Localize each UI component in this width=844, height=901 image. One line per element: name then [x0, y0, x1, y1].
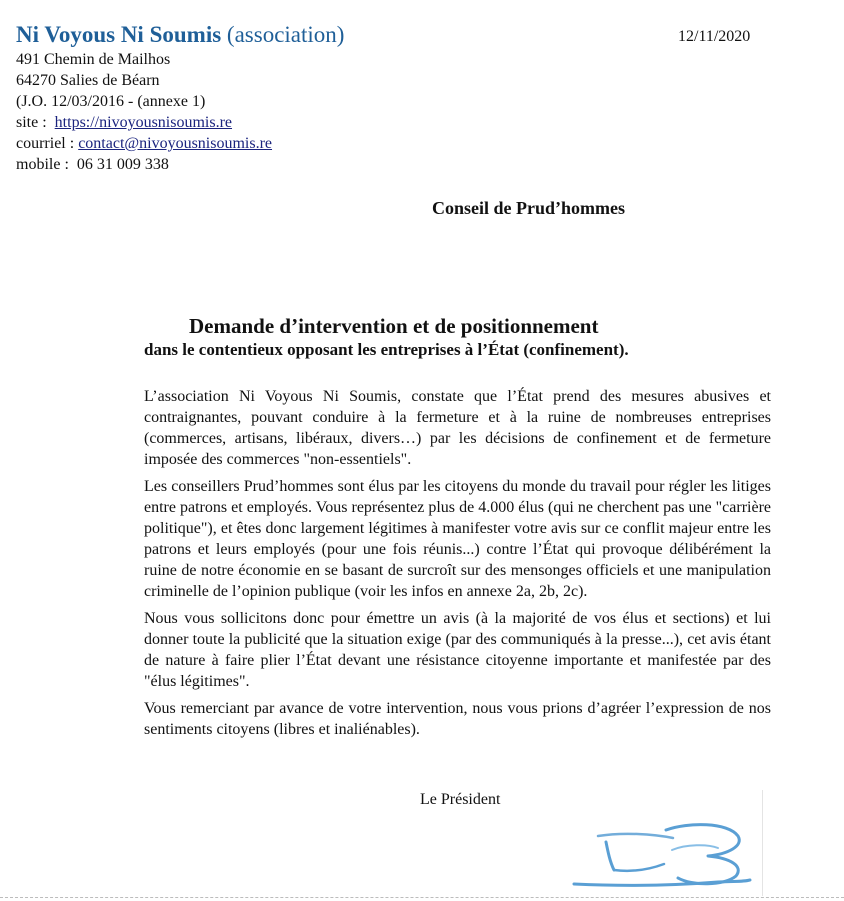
mobile-row: [16, 154, 576, 175]
signatory: Le Président: [420, 791, 501, 808]
site-row: [16, 112, 576, 133]
paragraph: Vous remerciant par avance de votre intervention, nous vous prions d’agréer l’expression de nos sentiments citoyens (libres et inaliénables).: [144, 700, 771, 738]
sender-block: [16, 21, 576, 175]
paragraph: L’association Ni Voyous Ni Soumis, constate que l’État prend des mesures abusives et contraignantes, pouvant conduire à la fermeture et à la ruine de nombreuses entreprises (commerces, artisans, libéraux, divers…) par les décisions de confinement et de fermeture imposée des commerces "non-essentiels".: [144, 388, 771, 468]
association-kind: (association): [226, 22, 345, 47]
site-link[interactable]: https://nivoyousnisoumis.re: [54, 114, 233, 131]
email-row: [16, 133, 576, 154]
page-bottom-rule: [0, 897, 844, 898]
paragraph: Les conseillers Prud’hommes sont élus par les citoyens du monde du travail pour régler les litiges entre patrons et employés. Vous représentez plus de 4.000 élus (qui ne cherchent pas une "carrière politique"), et êtes donc largement légitimes à manifester votre avis sur ce conflit majeur entre les patrons et leurs employés (pour une fois réunis...) contre l’État qui provoque délibérément la ruine de notre économie en se basant de surcroît sur des mensonges officiels et une manipulation criminelle de l’opinion publique (voir les infos en annexe 2a, 2b, 2c).: [144, 478, 771, 600]
paragraph: Nous vous sollicitons donc pour émettre un avis (à la majorité de vos élus et sections) et lui donner toute la publicité que la situation exige (par des communiqués à la presse...), cet avis étant de nature à faire plier l’État devant une résistance citoyenne importante et manifestée par des "élus légitimes".: [144, 610, 771, 690]
recipient: Conseil de Prud’hommes: [432, 198, 625, 218]
letter-date: 12/11/2020: [678, 28, 751, 45]
site-label: site :: [16, 114, 47, 131]
address-line-2: 64270 Salies de Béarn: [16, 72, 160, 89]
letter-body: [144, 386, 771, 746]
address-line-1: 491 Chemin de Mailhos: [16, 51, 171, 68]
association-name: Ni Voyous Ni Soumis (association): [16, 22, 345, 47]
mobile-label: mobile :: [16, 156, 69, 173]
subject-title: Demande d’intervention et de positionnement: [189, 314, 599, 338]
signature-image: [568, 820, 753, 892]
subject-subtitle: dans le contentieux opposant les entreprises à l’État (confinement).: [144, 340, 629, 359]
jo-reference: (J.O. 12/03/2016 - (annexe 1): [16, 93, 206, 110]
mobile-number: 06 31 009 338: [76, 156, 169, 173]
divider: [762, 790, 763, 896]
email-link[interactable]: contact@nivoyousnisoumis.re: [78, 135, 273, 152]
email-label: courriel :: [16, 135, 75, 152]
subject-block: [144, 313, 784, 361]
